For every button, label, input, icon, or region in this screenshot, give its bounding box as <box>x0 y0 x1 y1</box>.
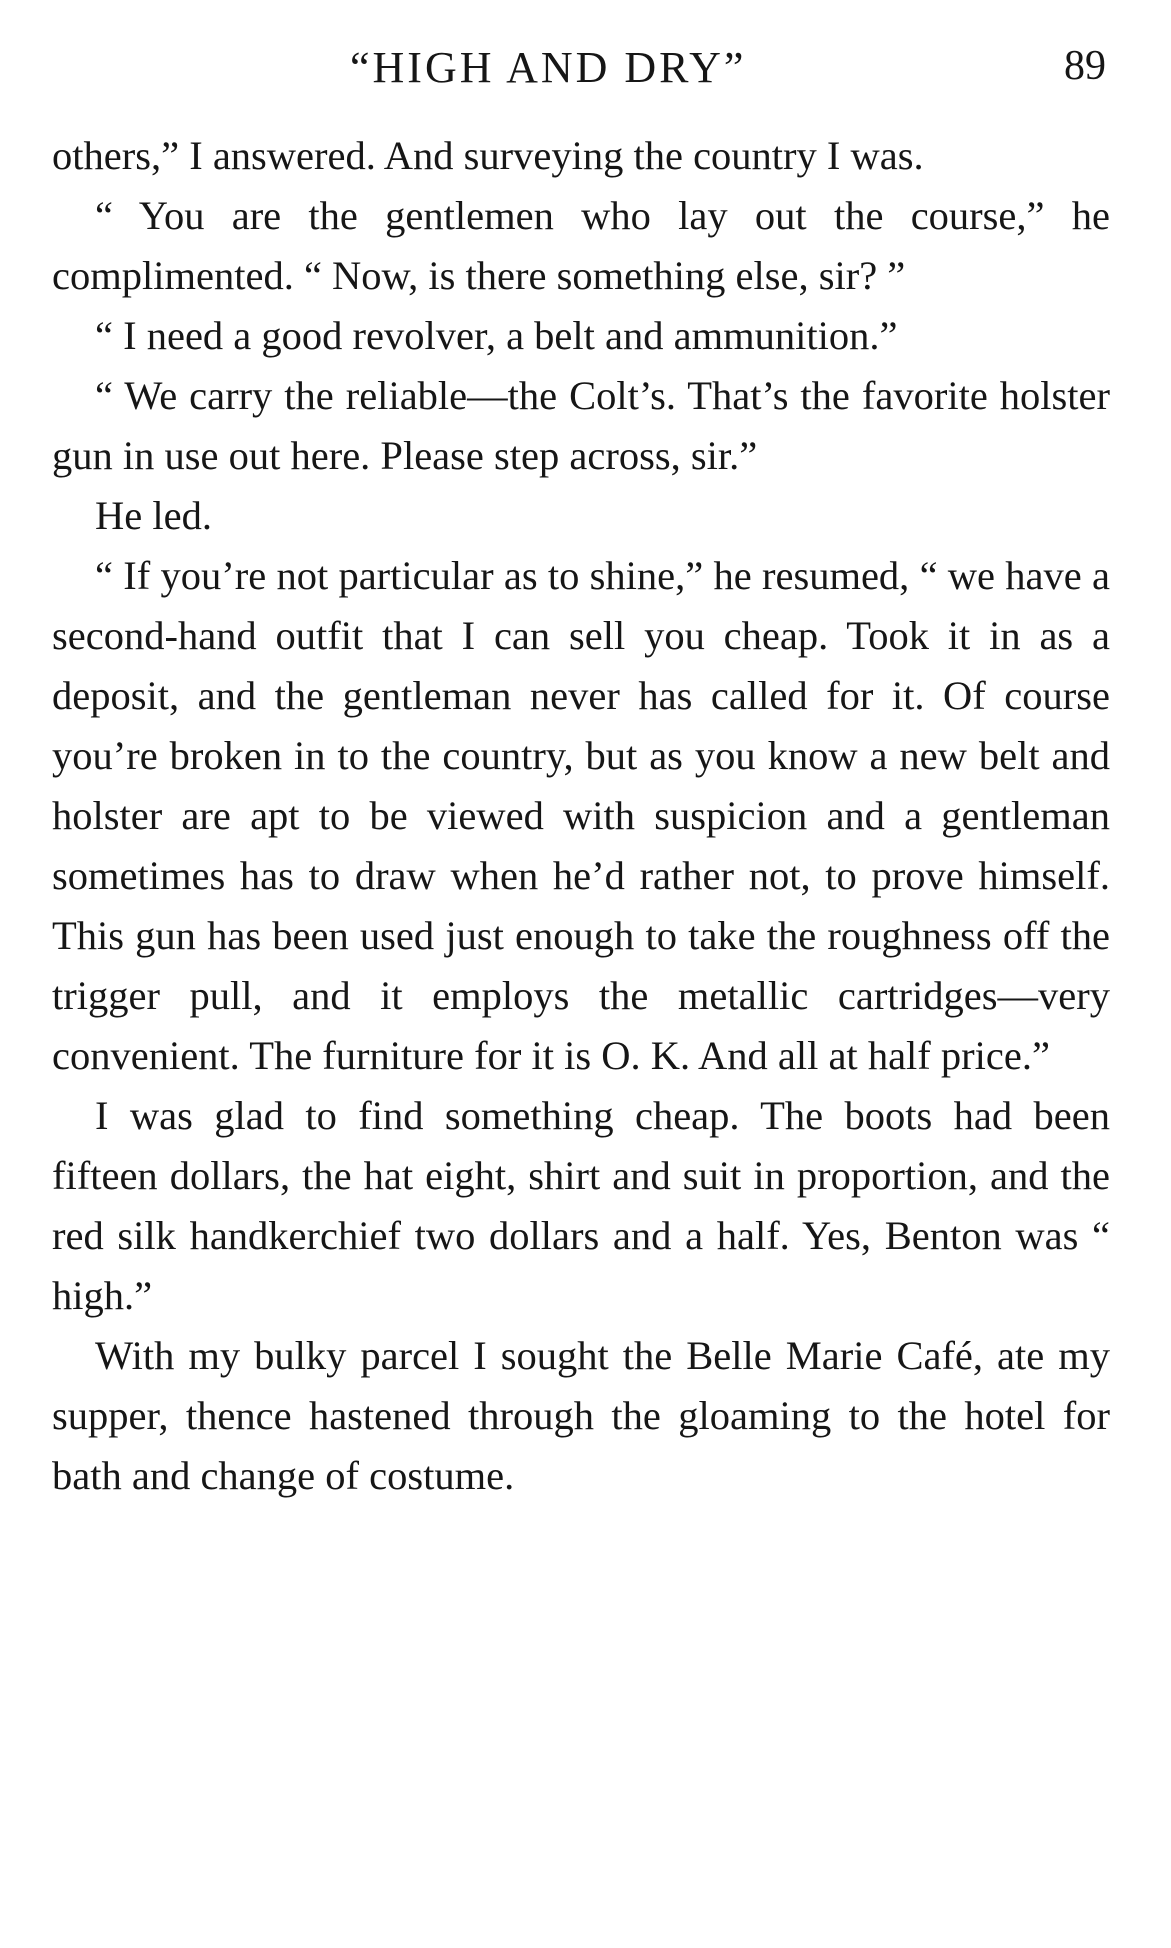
paragraph: I was glad to find something cheap. The boots had been fifteen dollars, the hat eight, shirt and suit in proportion, and the red silk handkerchief two dollars and a half. Yes, Benton was “ high.” <box>52 1093 1110 1318</box>
paragraph: “ We carry the reliable—the Colt’s. That’s the favorite holster gun in use out here. Please step across, sir.” <box>52 373 1110 478</box>
paragraph: others,” I answered. And surveying the country I was. <box>52 133 924 178</box>
body-text <box>52 126 1110 1506</box>
running-head: “HIGH AND DRY” <box>350 43 747 92</box>
paragraph: “ I need a good revolver, a belt and ammunition.” <box>95 313 898 358</box>
paragraph: With my bulky parcel I sought the Belle Marie Café, ate my supper, thence hastened through the gloaming to the hotel for bath and change of costume. <box>52 1333 1110 1498</box>
paragraph: “ If you’re not particular as to shine,” he resumed, “ we have a second-hand outfit that I can sell you cheap. Took it in as a deposit, and the gentleman never has called for it. Of course you’re broken in to the country, but as you know a new belt and holster are apt to be viewed with suspicion and a gentleman sometimes has to draw when he’d rather not, to prove himself. This gun has been used just enough to take the roughness off the trigger pull, and it employs the metallic cartridges—very convenient. The furniture for it is O. K. And all at half price.” <box>52 553 1110 1078</box>
paragraph: He led. <box>95 493 212 538</box>
page-number: 89 <box>1064 43 1106 89</box>
page-header <box>52 36 1110 96</box>
paragraph: “ You are the gentlemen who lay out the course,” he complimented. “ Now, is there something else, sir? ” <box>52 193 1110 298</box>
